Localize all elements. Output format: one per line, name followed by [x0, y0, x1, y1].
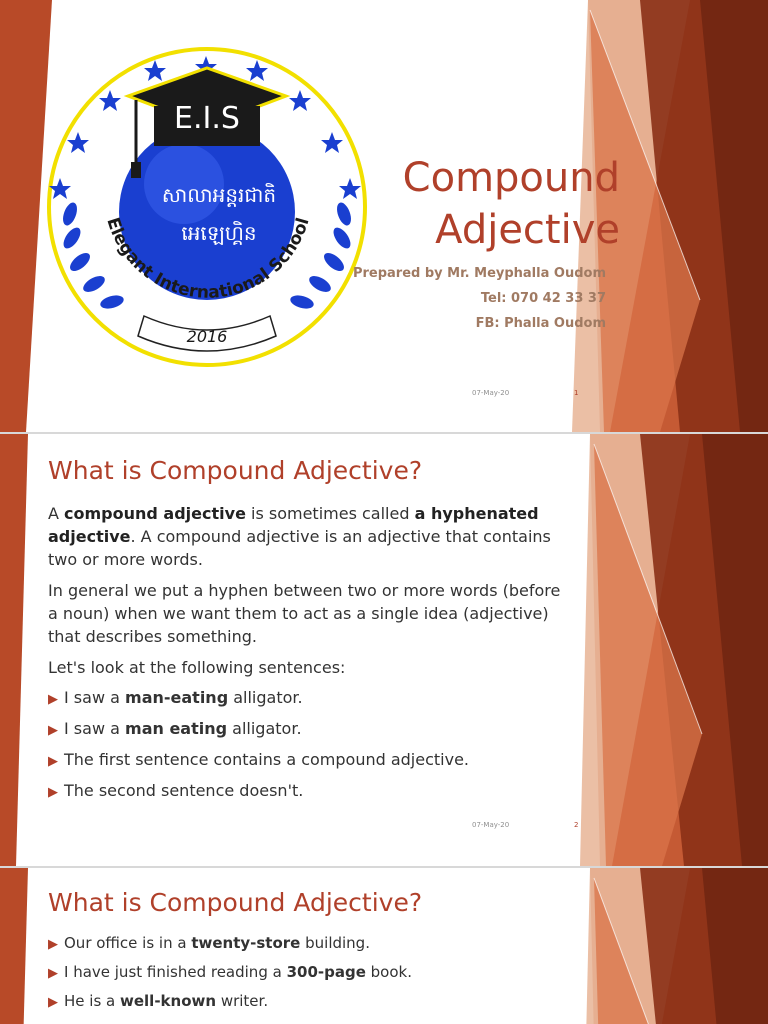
logo-arc-text: Elegant International School [102, 215, 314, 303]
list-item: ▶ I saw a man-eating alligator. [48, 688, 303, 707]
slide-3 [0, 868, 768, 1024]
logo-khmer-line1: សាលាអន្តរជាតិ [161, 183, 277, 207]
telephone: Tel: 070 42 33 37 [480, 291, 606, 306]
logo-khmer-line2: អេឡេហ្គិន [181, 221, 257, 245]
bullet-arrow-icon: ▶ [48, 995, 58, 1010]
bullet-arrow-icon: ▶ [48, 785, 58, 800]
title-line-1: Compound [402, 155, 620, 201]
prepared-by: Prepared by Mr. Meyphalla Oudom [352, 266, 606, 281]
slide-2 [0, 434, 768, 866]
explanation-paragraph: In general we put a hyphen between two or more words (before a noun) when we want them to act as a single idea (adjective) that describes something. [48, 581, 561, 646]
list-item: ▶ I saw a man eating alligator. [48, 719, 302, 738]
list-item: ▶ He is a well-known writer. [48, 992, 269, 1010]
list-item: ▶ I have just finished reading a 300-page book. [48, 963, 412, 981]
bullet-arrow-icon: ▶ [48, 937, 58, 952]
definition-paragraph: A compound adjective is sometimes called a hyphenated adjective. A compound adjective is an adjective that contains two or more words. [48, 504, 551, 569]
slide-decoration [0, 434, 768, 866]
title-line-2: Adjective [435, 207, 620, 253]
footer-date: 07-May-20 [472, 821, 510, 829]
slide-heading: What is Compound Adjective? [48, 888, 423, 917]
intro-paragraph: Let's look at the following sentences: [48, 658, 346, 677]
bullet-arrow-icon: ▶ [48, 692, 58, 707]
logo-abbrev: E.I.S [174, 101, 240, 136]
list-item: ▶ The second sentence doesn't. [48, 781, 304, 800]
logo-year: 2016 [186, 327, 228, 346]
bullet-arrow-icon: ▶ [48, 966, 58, 981]
bullet-arrow-icon: ▶ [48, 754, 58, 769]
presentation-title [320, 152, 620, 256]
page-number: 1 [574, 389, 579, 397]
list-item: ▶ Our office is in a twenty-store building. [48, 934, 370, 952]
slide-1 [0, 0, 768, 432]
page-number: 2 [574, 821, 579, 829]
bullet-arrow-icon: ▶ [48, 723, 58, 738]
footer-date: 07-May-20 [472, 389, 510, 397]
list-item: ▶ The first sentence contains a compound adjective. [48, 750, 470, 769]
facebook: FB: Phalla Oudom [475, 316, 606, 331]
slide-heading: What is Compound Adjective? [48, 456, 423, 485]
